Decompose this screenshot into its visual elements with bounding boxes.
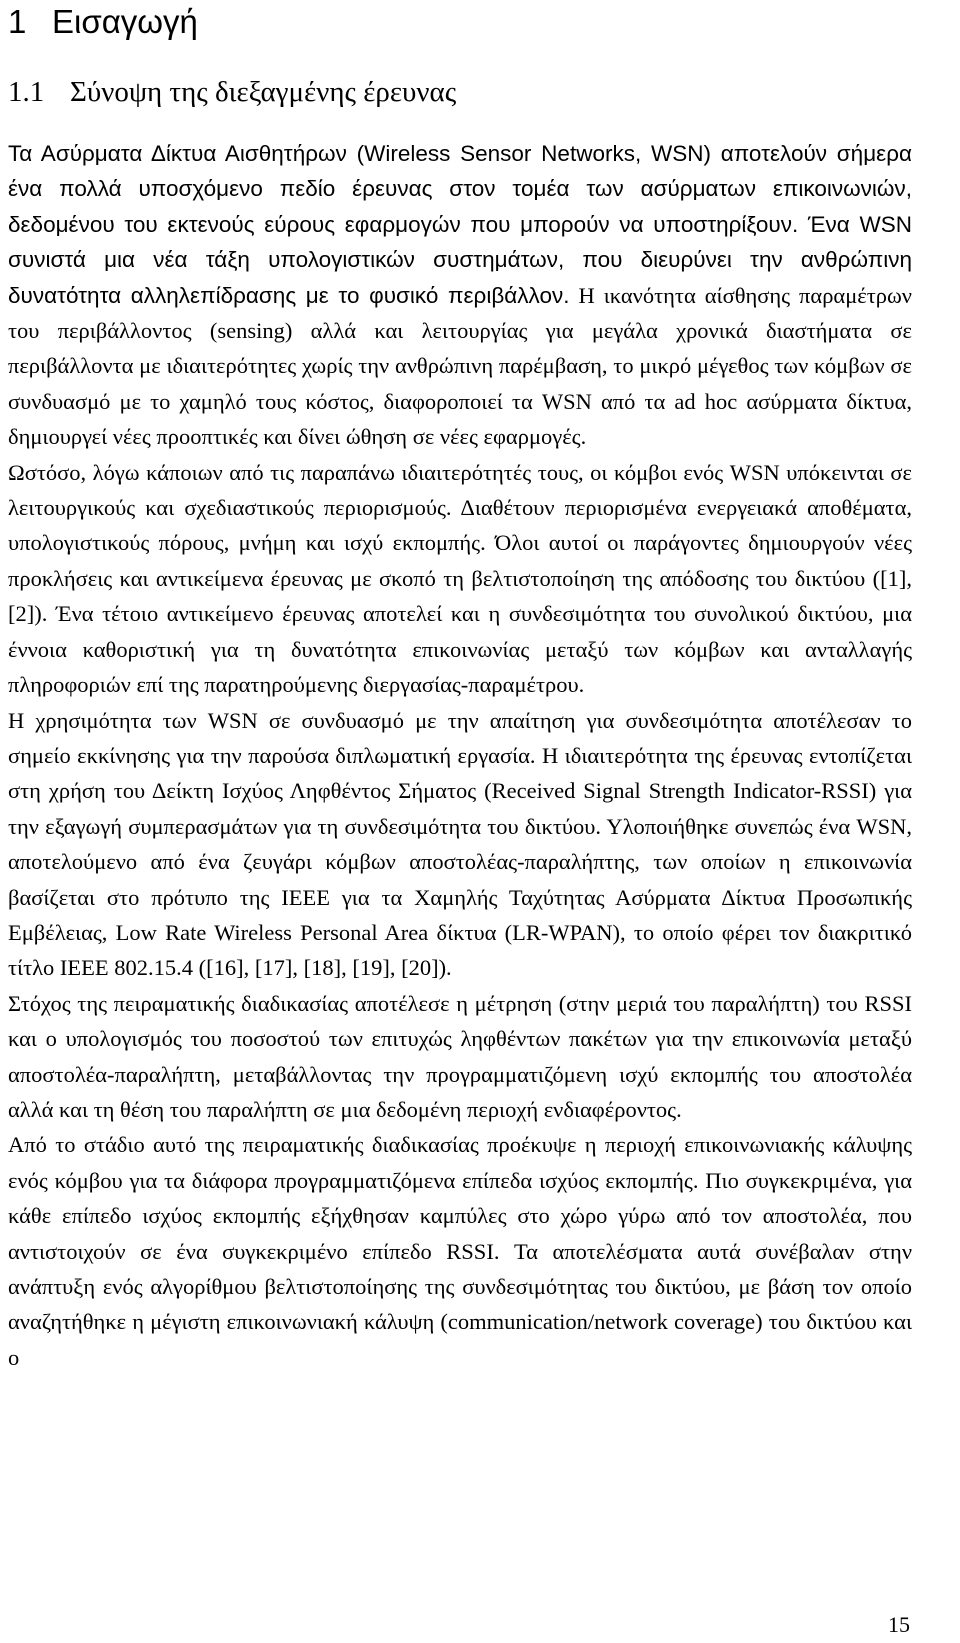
paragraph-1-serif-part: Η ικανότητα αίσθησης παραμέτρων του περιβάλλοντος (sensing) αλλά και λειτουργίας για μεγάλα χρονικά διαστήματα σε περιβάλλοντα με ιδιαιτερότητες χωρίς την ανθρώπινη παρέμβαση, το μικρό μέγεθος των κόμβων σε συνδυασμό με το χαμηλό τους κόστος, διαφοροποιεί τα WSN από τα ad hoc ασύρματα δίκτυα, δημιουργεί νέες προοπτικές και δίνει ώθηση σε νέες εφαρμογές. [8, 282, 912, 450]
paragraph-2: Ωστόσο, λόγω κάποιων από τις παραπάνω ιδιαιτερότητές τους, οι κόμβοι ενός WSN υπόκεινται σε λειτουργικούς και σχεδιαστικούς περιορισμούς. Διαθέτουν περιορισμένα ενεργειακά αποθέματα, υπολογιστικούς πόρους, μνήμη και ισχύ εκπομπής. Όλοι αυτοί οι παράγοντες δημιουργούν νέες προκλήσεις και αντικείμενα έρευνας με σκοπό τη βελτιστοποίηση της απόδοσης του δικτύου ([1], [2]). Ένα τέτοιο αντικείμενο έρευνας αποτελεί και η συνδεσιμότητα του συνολικού δικτύου, μια έννοια καθοριστική για τη δυνατότητα επικοινωνίας μεταξύ των κόμβων και ανταλλαγής πληροφοριών επί της παρατηρούμενης διεργασίας-παραμέτρου. [8, 459, 912, 698]
page-number: 15 [888, 1612, 910, 1637]
paragraph-5: Από το στάδιο αυτό της πειραματικής διαδικασίας προέκυψε η περιοχή επικοινωνιακής κάλυψης ενός κόμβου για τα διάφορα προγραμματιζόμενα επίπεδα ισχύος εκπομπής. Πιο συγκεκριμένα, για κάθε επίπεδο ισχύος εκπομπής εξήχθησαν καμπύλες στο χώρο γύρω από τον αποστολέα, που αντιστοιχούν σε ένα συγκεκριμένο επίπεδο RSSI. Τα αποτελέσματα αυτά συνέβαλαν στην ανάπτυξη ενός αλγορίθμου βελτιστοποίησης της συνδεσιμότητας του δικτύου, με βάση τον οποίο αναζητήθηκε η μέγιστη επικοινωνιακή κάλυψη (communication/network coverage) του δικτύου και ο [8, 1132, 912, 1370]
section-number: 1.1 [8, 76, 45, 108]
section-title: Σύνοψη της διεξαγμένης έρευνας [70, 76, 457, 108]
paragraph-1-sans-part: Τα Ασύρματα Δίκτυα Αισθητήρων (Wireless Sensor Networks, WSN) αποτελούν σήμερα ένα πολλά υποσχόμενο πεδίο έρευνας στον τομέα των ασύρματων επικοινωνιών, δεδομένου του εκτενούς εύρους εφαρμογών που μπορούν να υποστηρίξουν. Ένα WSN συνιστά μια νέα τάξη υπολογιστικών συστημάτων, που διευρύνει την ανθρώπινη δυνατότητα αλληλεπίδρασης με το φυσικό περιβάλλον. [8, 141, 912, 308]
chapter-heading [8, 0, 912, 42]
chapter-number: 1 [8, 3, 27, 40]
body-text [8, 136, 912, 1375]
paragraph-1 [8, 136, 912, 455]
section-heading [8, 72, 912, 112]
document-page [8, 0, 912, 1375]
paragraph-3: Η χρησιμότητα των WSN σε συνδυασμό με την απαίτηση για συνδεσιμότητα αποτέλεσαν το σημείο εκκίνησης για την παρούσα διπλωματική εργασία. Η ιδιαιτερότητα της έρευνας εντοπίζεται στη χρήση του Δείκτη Ισχύος Ληφθέντος Σήματος (Received Signal Strength Indicator-RSSI) για την εξαγωγή συμπερασμάτων για τη συνδεσιμότητα του δικτύου. Υλοποιήθηκε συνεπώς ένα WSN, αποτελούμενο από ένα ζευγάρι κόμβων αποστολέας-παραλήπτης, των οποίων η επικοινωνία βασίζεται στο πρότυπο της IEEE για τα Χαμηλής Ταχύτητας Ασύρματα Δίκτυα Προσωπικής Εμβέλειας, Low Rate Wireless Personal Area δίκτυα (LR-WPAN), το οποίο φέρει τον διακριτικό τίτλο IEEE 802.15.4 ([16], [17], [18], [19], [20]). [8, 707, 912, 981]
paragraph-4: Στόχος της πειραματικής διαδικασίας αποτέλεσε η μέτρηση (στην μεριά του παραλήπτη) του RSSI και ο υπολογισμός του ποσοστού των επιτυχώς ληφθέντων πακέτων για την επικοινωνία μεταξύ αποστολέα-παραλήπτη, μεταβάλλοντας την προγραμματιζόμενη ισχύ εκπομπής του αποστολέα αλλά και τη θέση του παραλήπτη σε μια δεδομένη περιοχή ενδιαφέροντος. [8, 990, 912, 1122]
chapter-title: Εισαγωγή [52, 3, 198, 40]
